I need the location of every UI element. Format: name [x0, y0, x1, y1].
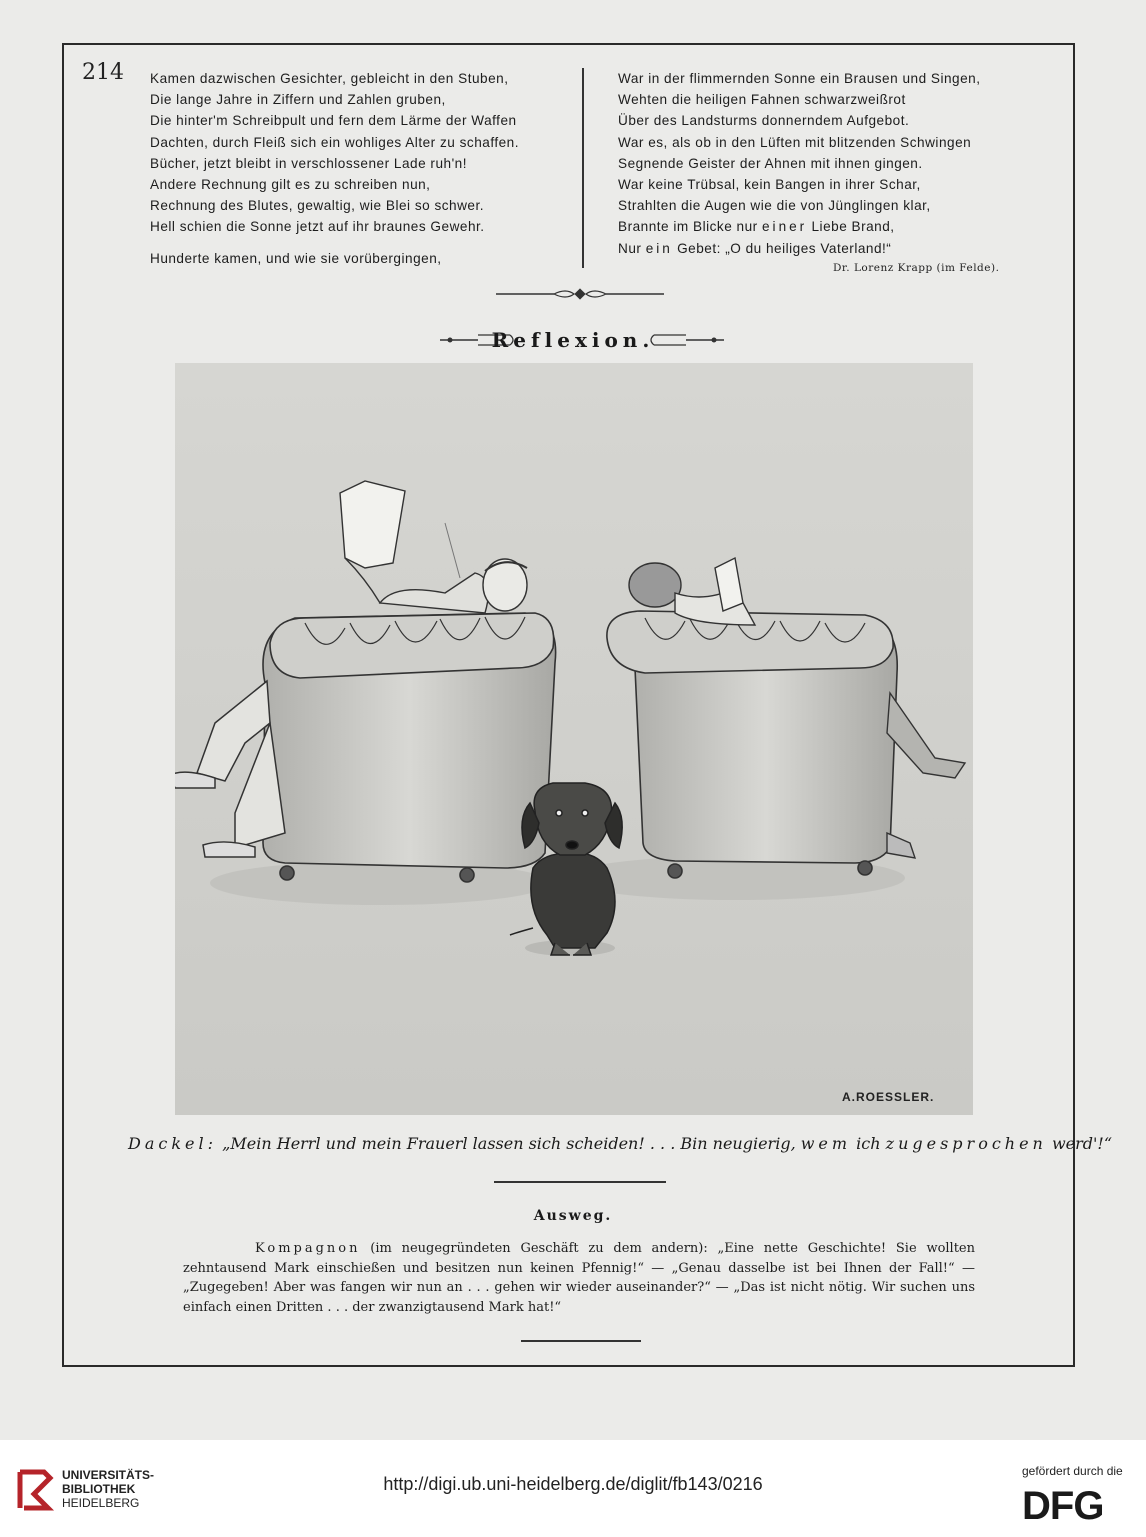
- cartoon-title: Reflexion.: [491, 328, 655, 352]
- library-name: UNIVERSITÄTS- BIBLIOTHEK HEIDELBERG: [62, 1468, 155, 1510]
- poem-right-column: [618, 68, 1028, 259]
- title-ornament-right-icon: [646, 331, 726, 349]
- section-rule: [494, 1181, 666, 1183]
- armchairs-dachshund-drawing: [175, 363, 973, 1115]
- poem-line: War in der flimmernden Sonne ein Brausen und Singen,: [618, 71, 981, 86]
- dfg-logo: DFG: [1022, 1484, 1104, 1528]
- digitization-footer: [0, 1440, 1146, 1537]
- artist-signature: A.ROESSLER.: [842, 1090, 935, 1104]
- permalink-url[interactable]: http://digi.ub.uni-heidelberg.de/diglit/fb143/0216: [383, 1474, 763, 1494]
- column-divider: [582, 68, 584, 268]
- page-number: 214: [82, 60, 124, 85]
- anecdote-text: Kompagnon (im neugegründeten Geschäft zu dem andern): „Eine nette Geschichte! Sie wollten zehntausend Mark einschießen und besitzen nun keinen Pfennig!“ — „Genau dasselbe ist bei Ihnen der Fall!“ — „Zugegeben! Aber was fangen wir nun an . . . gehen wir wieder auseinander?“ — „Das ist nicht nötig. Wir suchen uns einfach einen Dritten . . . der zwanzigtausend Mark hat!“: [183, 1241, 975, 1315]
- end-rule: [521, 1340, 641, 1342]
- poem-line: Die hinter'm Schreibpult und fern dem Lärme der Waffen: [150, 113, 517, 129]
- cartoon-illustration: [175, 363, 973, 1115]
- poem-line: Segnende Geister der Ahnen mit ihnen gingen.: [618, 155, 923, 171]
- anecdote-heading: Ausweg.: [533, 1208, 613, 1224]
- poem-line: Brannte im Blicke nur einer Liebe Brand,: [618, 219, 895, 235]
- poem-line: Hunderte kamen, und wie sie vorübergingen,: [150, 250, 442, 266]
- poem-signature: Dr. Lorenz Krapp (im Felde).: [833, 262, 1000, 274]
- poem-line: Hell schien die Sonne jetzt auf ihr braunes Gewehr.: [150, 219, 485, 235]
- poem-line: War keine Trübsal, kein Bangen in ihrer Schar,: [618, 177, 921, 193]
- poem-line: Die lange Jahre in Ziffern und Zahlen gruben,: [150, 92, 446, 108]
- poem-line: Rechnung des Blutes, gewaltig, wie Blei so schwer.: [150, 198, 485, 214]
- poem-line: Strahlten die Augen wie die von Jünglingen klar,: [618, 198, 931, 214]
- poem-line: Andere Rechnung gilt es zu schreiben nun,: [150, 177, 431, 193]
- poem-line: Kamen dazwischen Gesichter, gebleicht in den Stuben,: [150, 71, 509, 86]
- poem-line: Wehten die heiligen Fahnen schwarzweißrot: [618, 92, 906, 108]
- poem-line: Dachten, durch Fleiß sich ein wohliges Alter zu schaffen.: [150, 134, 520, 150]
- ornament-divider-icon: [494, 287, 666, 301]
- poem-line: Bücher, jetzt bleibt in verschlossener Lade ruh'n!: [150, 155, 468, 171]
- right-armchair: [607, 611, 897, 878]
- funded-by-label: gefördert durch die: [1022, 1464, 1123, 1478]
- left-armchair: [263, 613, 556, 882]
- poem-line: Nur ein Gebet: „O du heiliges Vaterland!“: [618, 240, 892, 256]
- poem-line: War es, als ob in den Lüften mit blitzenden Schwingen: [618, 134, 972, 150]
- poem-line: Über des Landsturms donnerndem Aufgebot.: [618, 113, 910, 129]
- cartoon-caption: Dackel: „Mein Herrl und mein Frauerl lassen sich scheiden! . . . Bin neugierig, wem ich zugesprochen werd'!“: [128, 1134, 1113, 1153]
- poem-left-column: [150, 68, 570, 269]
